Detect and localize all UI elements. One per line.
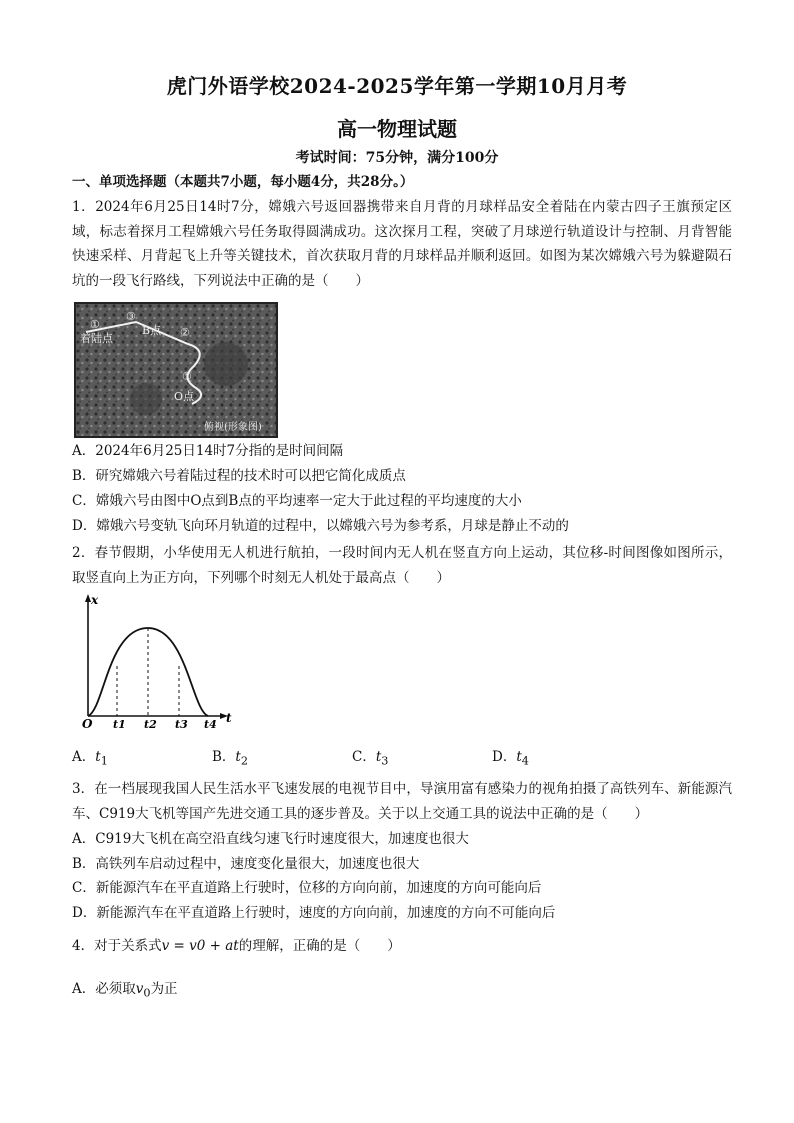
displacement-time-graph [76, 592, 236, 730]
tick-t1: t1 [113, 718, 126, 730]
marker-3: ③ [126, 310, 136, 323]
question-4-stem: 4．对于关系式v = v0 + at的理解，正确的是（ ） [72, 938, 401, 954]
question-3-stem: 3．在一档展现我国人民生活水平飞速发展的电视节目中，导演用富有感染力的视角拍摄了高铁列车、新能源汽车、C919大飞机等国产先进交通工具的逐步普及。关于以上交通工具的说法中正确的是（ ） [72, 781, 732, 822]
q4-option-a: A．必须取$v_0$为正 [72, 981, 178, 1000]
exam-title: 虎门外语学校2024-2025学年第一学期10月月考 [166, 74, 628, 98]
section-heading: 一、单项选择题（本题共7小题，每小题4分，共28分。） [72, 174, 414, 190]
moon-landing-photo [74, 302, 278, 438]
q3-option-b: B．高铁列车启动过程中，速度变化量很大，加速度也很大 [72, 856, 420, 872]
exam-info: 考试时间：75分钟，满分100分 [295, 150, 499, 166]
marker-1: ① [90, 318, 100, 331]
question-2-stem: 2．春节假期，小华使用无人机进行航拍，一段时间内无人机在竖直方向上运动，其位移-时间图像如图所示，取竖直向上为正方向，下列哪个时刻无人机处于最高点（ ） [72, 545, 732, 586]
q2-option-d: D．$t_4$ [492, 749, 529, 768]
exam-subtitle: 高一物理试题 [337, 117, 457, 141]
question-1-stem: 1．2024年6月25日14时7分，嫦娥六号返回器携带来自月背的月球样品安全着陆在内蒙古四子王旗预定区域，标志着探月工程嫦娥六号任务取得圆满成功。这次探月工程，突破了月球逆行轨道设计与控制、月背智能快速采样、月背起飞上升等关键技术，首次获取月背的月球样品并顺利返回。如图为某次嫦娥六号为躲避陨石坑的一段飞行路线，下列说法中正确的是（ ） [72, 199, 732, 289]
landing-label: 着陆点 [80, 332, 113, 345]
q1-option-a: A．2024年6月25日14时7分指的是时间间隔 [72, 443, 344, 459]
q1-option-d: D．嫦娥六号变轨飞向环月轨道的过程中，以嫦娥六号为参考系，月球是静止不动的 [72, 518, 569, 534]
point-o-label: O点 [174, 390, 195, 403]
origin-label: O [82, 717, 93, 730]
q3-option-d: D．新能源汽车在平直道路上行驶时，速度的方向向前，加速度的方向不可能向后 [72, 905, 556, 921]
q2-option-a: A．$t_1$ [72, 749, 108, 768]
point-b-label: B点 [142, 324, 162, 337]
marker-2: ② [180, 326, 190, 339]
tick-t4: t4 [204, 718, 217, 730]
x-axis-label: t [226, 711, 232, 725]
flight-path-figure [76, 304, 276, 436]
q2-option-c: C．$t_3$ [352, 749, 389, 768]
q4-formula: v = v0 + at [161, 938, 239, 954]
tick-t3: t3 [175, 718, 188, 730]
tick-t2: t2 [144, 718, 157, 730]
q1-option-b: B．研究嫦娥六号着陆过程的技术时可以把它简化成质点 [72, 468, 406, 484]
q1-option-c: C．嫦娥六号由图中O点到B点的平均速率一定大于此过程的平均速度的大小 [72, 493, 522, 509]
q3-option-c: C．新能源汽车在平直道路上行驶时，位移的方向向前，加速度的方向可能向后 [72, 880, 542, 896]
crater [130, 383, 162, 415]
q3-option-a: A．C919大飞机在高空沿直线匀速飞行时速度很大，加速度也很大 [72, 831, 469, 847]
marker-1b: ① [182, 370, 192, 383]
crater [204, 342, 248, 386]
figure-caption: 俯视(形象图) [204, 422, 262, 433]
q2-option-b: B．$t_2$ [212, 749, 249, 768]
y-axis-label: x [91, 593, 99, 607]
